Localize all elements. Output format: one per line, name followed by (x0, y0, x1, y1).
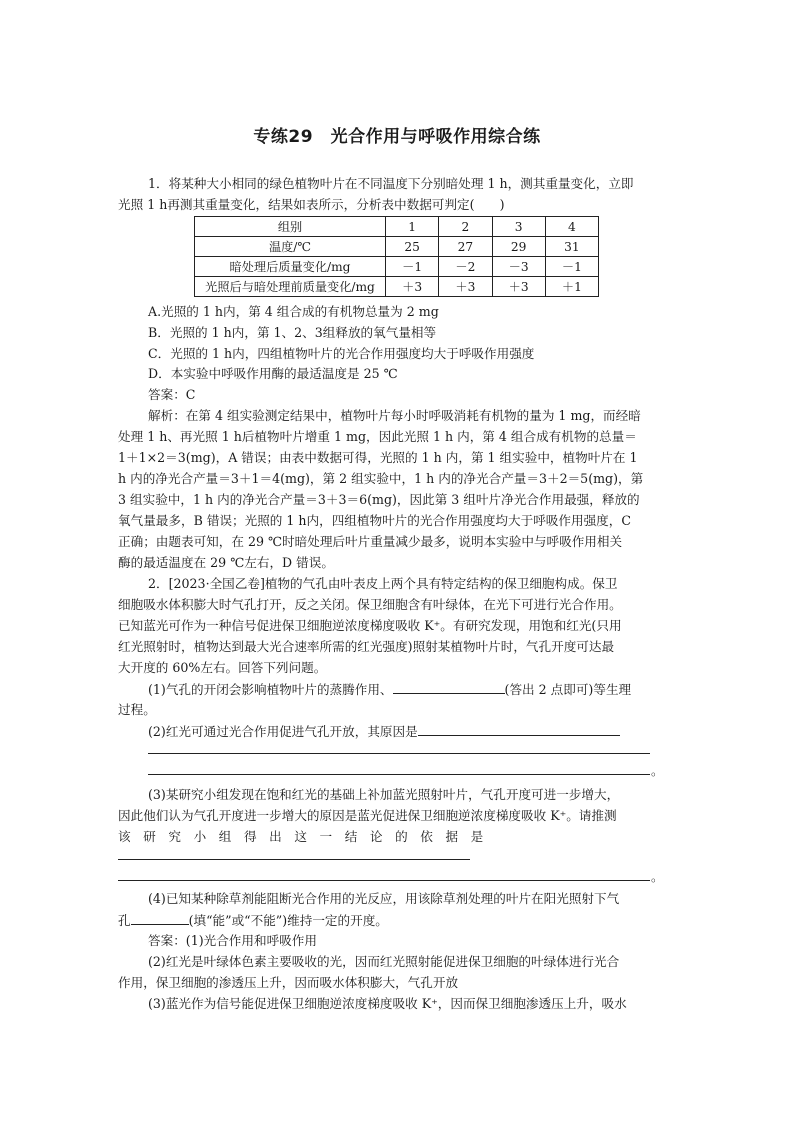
q2-stem-line: 大开度的 60%左右。回答下列问题。 (118, 660, 327, 675)
table-cell: 25 (386, 237, 439, 257)
q2-part-4-line-1: (4)已知某种除草剂能阻断光合作用的光反应，用该除草剂处理的叶片在阳光照射下气 (148, 891, 620, 906)
period: 。 (651, 869, 664, 884)
q2-stem-line: 红光照射时，植物达到最大光合速率所需的红光强度)照射某植物叶片时，气孔开度可达最 (118, 639, 615, 654)
q2-part-4-line-2 (118, 910, 650, 931)
analysis-line: 氧气量最多，B 错误；光照的 1 h内，四组植物叶片的光合作用强度均大于呼吸作用强度，C (118, 513, 631, 528)
analysis-line: 3 组实验中，1 h 内的净光合产量＝3＋3＝6(mg)，因此第 3 组叶片净光合作用最强，释放的 (118, 492, 640, 507)
table-row (195, 257, 599, 277)
q2-stem-line: 2．[2023·全国乙卷]植物的气孔由叶表皮上两个具有特定结构的保卫细胞构成。保卫 (148, 576, 618, 591)
q2-part-1-cont: 过程。 (118, 702, 156, 717)
q1-stem-line-2: 光照 1 h再测其重量变化，结果如表所示，分析表中数据可判定( ) (118, 197, 505, 212)
answer-blank-4[interactable] (131, 910, 189, 925)
option-d: D．本实验中呼吸作用酶的最适温度是 25 ℃ (148, 366, 398, 381)
table-cell: ＋3 (386, 277, 439, 297)
answer-line-3b[interactable] (118, 880, 650, 881)
q2-part-3-line-1: (3)某研究小组发现在饱和红光的基础上补加蓝光照射叶片，气孔开度可进一步增大， (148, 787, 620, 802)
analysis-line: 处理 1 h、再光照 1 h后植物叶片增重 1 mg，因此光照 1 h 内，第 4 组合成有机物的总量＝ (118, 429, 637, 444)
q2-answer-line: (3)蓝光作为信号能促进保卫细胞逆浓度梯度吸收 K⁺，因而保卫细胞渗透压上升，吸水 (148, 996, 627, 1011)
period: 。 (651, 763, 664, 778)
table-cell: 27 (439, 237, 492, 257)
option-c: C．光照的 1 h内，四组植物叶片的光合作用强度均大于呼吸作用强度 (148, 346, 535, 361)
analysis-line: 解析：在第 4 组实验测定结果中，植物叶片每小时呼吸消耗有机物的量为 1 mg，而经暗 (148, 408, 641, 423)
table-cell: －3 (492, 257, 545, 277)
q1-stem-line-1: 1．将某种大小相同的绿色植物叶片在不同温度下分别暗处理 1 h，测其重量变化，立即 (148, 176, 634, 191)
table-row-label: 组别 (195, 217, 386, 237)
answer-blank-1[interactable] (393, 679, 505, 694)
page-title: 专练29 光合作用与呼吸作用综合练 (253, 127, 541, 147)
answer-line-2a[interactable] (148, 753, 650, 754)
table-cell: 31 (545, 237, 598, 257)
analysis-line: 酶的最适温度在 29 ℃左右，D 错误。 (118, 555, 334, 570)
part-4-text-end: (填“能”或“不能”)维持一定的开度。 (188, 913, 388, 928)
q2-part-3-line-3: 该 研 究 小 组 得 出 这 一 结 论 的 依 据 是 (118, 829, 484, 844)
q2-part-2 (148, 721, 650, 742)
q2-part-1 (148, 679, 650, 700)
q2-stem-line: 细胞吸水体积膨大时气孔打开，反之关闭。保卫细胞含有叶绿体，在光下可进行光合作用。 (118, 597, 622, 612)
table-cell: 29 (492, 237, 545, 257)
table-cell: 3 (492, 217, 545, 237)
table-row-label: 温度/℃ (195, 237, 386, 257)
answer-line-2b[interactable] (148, 774, 650, 775)
analysis-line: h 内的净光合产量＝3＋1＝4(mg)，第 2 组实验中，1 h 内的净光合产量＝3＋2＝5(mg)，第 (118, 471, 644, 486)
table-cell: 4 (545, 217, 598, 237)
q2-answer-line: 作用，保卫细胞的渗透压上升，因而吸水体积膨大，气孔开放 (118, 975, 459, 990)
analysis-line: 1＋1×2＝3(mg)，A 错误；由表中数据可得，光照的 1 h 内，第 1 组实验中，植物叶片在 1 (118, 450, 638, 465)
table-cell: ＋1 (545, 277, 598, 297)
q2-part-3-line-2: 因此他们认为气孔开度进一步增大的原因是蓝光促进保卫细胞逆浓度梯度吸收 K⁺。请推测 (118, 808, 617, 823)
table-cell: 1 (386, 217, 439, 237)
part-4-text: 孔 (118, 913, 131, 928)
q2-stem-line: 已知蓝光可作为一种信号促进保卫细胞逆浓度梯度吸收 K⁺。有研究发现，用饱和红光(只用 (118, 618, 622, 633)
part-1-text: (1)气孔的开闭会影响植物叶片的蒸腾作用、 (148, 682, 393, 697)
answer-line-3a[interactable] (118, 859, 470, 860)
option-a: A.光照的 1 h内，第 4 组合成的有机物总量为 2 mg (148, 304, 439, 319)
analysis-line: 正确；由题表可知，在 29 ℃时暗处理后叶片重量减少最多，说明本实验中与呼吸作用相关 (118, 534, 623, 549)
table-row (195, 277, 599, 297)
table-cell: ＋3 (439, 277, 492, 297)
q2-answer-line: 答案：(1)光合作用和呼吸作用 (148, 933, 317, 948)
answer-blank-2[interactable] (418, 721, 620, 736)
q1-answer: 答案：C (148, 387, 196, 402)
table-cell: －1 (386, 257, 439, 277)
table-cell: 2 (439, 217, 492, 237)
table-row (195, 217, 599, 237)
option-b: B．光照的 1 h内，第 1、2、3组释放的氧气量相等 (148, 325, 437, 340)
table-row-label: 光照后与暗处理前质量变化/mg (195, 277, 386, 297)
table-cell: ＋3 (492, 277, 545, 297)
part-1-text-end: (答出 2 点即可)等生理 (504, 682, 632, 697)
table-row-label: 暗处理后质量变化/mg (195, 257, 386, 277)
table-cell: －1 (545, 257, 598, 277)
q2-answer-line: (2)红光是叶绿体色素主要吸收的光，因而红光照射能促进保卫细胞的叶绿体进行光合 (148, 954, 620, 969)
part-2-text: (2)红光可通过光合作用促进气孔开放，其原因是 (148, 724, 418, 739)
data-table (194, 216, 599, 297)
table-row (195, 237, 599, 257)
table-cell: －2 (439, 257, 492, 277)
